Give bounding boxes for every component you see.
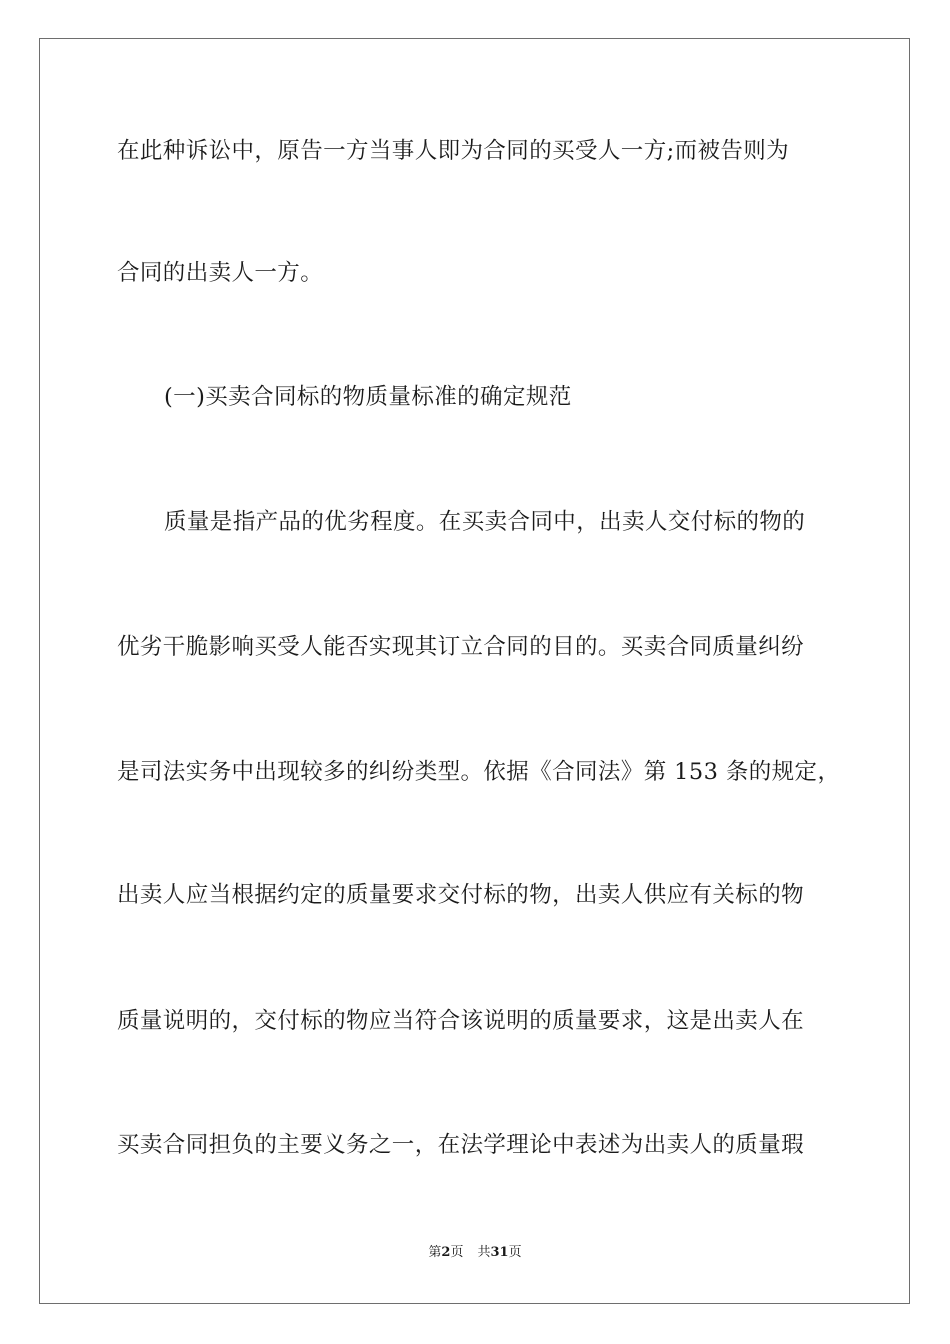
footer-page-number: 2 [441, 1245, 451, 1260]
footer-total-pages: 31 [490, 1245, 509, 1260]
footer-total-suffix: 页 [508, 1245, 522, 1260]
text-line-6: 是司法实务中出现较多的纠纷类型。依据《合同法》第 153 条的规定， [117, 759, 841, 785]
text-line-8: 质量说明的，交付标的物应当符合该说明的质量要求，这是出卖人在 [117, 1008, 805, 1034]
page-footer [0, 1244, 950, 1262]
text-line-9: 买卖合同担负的主要义务之一，在法学理论中表述为出卖人的质量瑕 [117, 1132, 805, 1158]
text-line-4: 质量是指产品的优劣程度。在买卖合同中，出卖人交付标的物的 [164, 509, 806, 535]
text-line-2: 合同的出卖人一方。 [117, 260, 324, 286]
footer-page-prefix: 第 [428, 1245, 442, 1260]
text-line-1: 在此种诉讼中，原告一方当事人即为合同的买受人一方;而被告则为 [117, 138, 790, 164]
section-heading: (一)买卖合同标的物质量标准的确定规范 [164, 384, 572, 410]
footer-total-prefix: 共 [477, 1245, 491, 1260]
text-line-5: 优劣干脆影响买受人能否实现其订立合同的目的。买卖合同质量纠纷 [117, 634, 805, 660]
footer-page-suffix: 页 [450, 1245, 464, 1260]
page-border [39, 38, 910, 1304]
text-line-7: 出卖人应当根据约定的质量要求交付标的物，出卖人供应有关标的物 [117, 882, 805, 908]
